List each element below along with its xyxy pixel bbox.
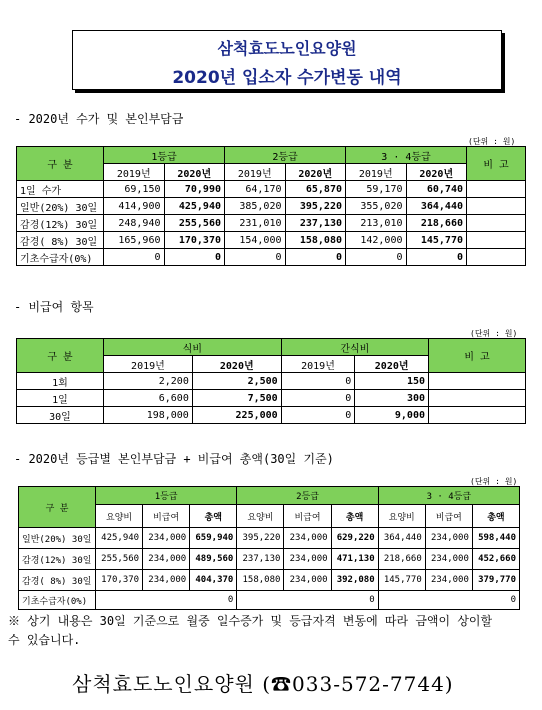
remarks-cell bbox=[467, 181, 526, 198]
table-row bbox=[17, 181, 526, 198]
value-cell: 218,660 bbox=[406, 215, 467, 232]
table-row bbox=[17, 215, 526, 232]
value-cell: 629,220 bbox=[331, 528, 378, 549]
value-cell: 234,000 bbox=[284, 528, 331, 549]
value-cell: 659,940 bbox=[190, 528, 237, 549]
header-grade34: 3 · 4등급 bbox=[378, 487, 519, 505]
value-cell: 2,200 bbox=[104, 373, 193, 390]
value-cell: 395,220 bbox=[237, 528, 284, 549]
value-cell: 69,150 bbox=[104, 181, 165, 198]
unit-label: (단위 : 원) bbox=[468, 137, 516, 146]
value-cell: 198,000 bbox=[104, 407, 193, 424]
row-label: 30일 bbox=[17, 407, 104, 424]
header-grade34: 3 · 4등급 bbox=[346, 147, 467, 164]
header-category: 구 분 bbox=[17, 339, 104, 373]
value-cell: 158,080 bbox=[285, 232, 346, 249]
value-cell: 234,000 bbox=[425, 528, 472, 549]
value-cell: 170,370 bbox=[164, 232, 225, 249]
value-cell: 404,370 bbox=[190, 570, 237, 591]
value-cell: 489,560 bbox=[190, 549, 237, 570]
footnote: ※ 상기 내용은 30일 기준으로 월중 일수증가 및 등급자격 변동에 따라 금액이 상이할 수 있습니다. bbox=[8, 614, 493, 647]
table-header-row bbox=[17, 147, 526, 164]
remarks-cell bbox=[467, 232, 526, 249]
row-label: 감경( 8%) 30일 bbox=[19, 570, 96, 591]
value-cell: 234,000 bbox=[284, 549, 331, 570]
row-label: 1일 bbox=[17, 390, 104, 407]
value-cell: 0 bbox=[346, 249, 407, 266]
table-header-row bbox=[17, 339, 526, 356]
subheader-cell: 총액 bbox=[190, 505, 237, 528]
table-row bbox=[19, 528, 520, 549]
year-cell: 2020년 bbox=[192, 356, 281, 373]
row-label: 감경(12%) 30일 bbox=[17, 215, 104, 232]
value-cell: 234,000 bbox=[425, 570, 472, 591]
page-title: 2020년 입소자 수가변동 내역 bbox=[172, 68, 402, 88]
value-cell: 59,170 bbox=[346, 181, 407, 198]
value-cell: 6,600 bbox=[104, 390, 193, 407]
year-cell: 2019년 bbox=[104, 164, 165, 181]
year-cell: 2020년 bbox=[406, 164, 467, 181]
value-cell: 234,000 bbox=[425, 549, 472, 570]
value-cell: 0 bbox=[164, 249, 225, 266]
noncovered-table bbox=[16, 338, 526, 424]
header-remarks: 비 고 bbox=[429, 339, 526, 373]
value-cell: 0 bbox=[237, 591, 378, 610]
value-cell: 364,440 bbox=[378, 528, 425, 549]
row-label: 일반(20%) 30일 bbox=[17, 198, 104, 215]
header-grade1: 1등급 bbox=[104, 147, 225, 164]
value-cell: 154,000 bbox=[225, 232, 286, 249]
subheader-cell: 비급여 bbox=[284, 505, 331, 528]
value-cell: 234,000 bbox=[143, 549, 190, 570]
subheader-cell: 비급여 bbox=[425, 505, 472, 528]
footer-contact: 삼척효도노인요양원 (☎033-572-7744) bbox=[72, 672, 454, 696]
value-cell: 237,130 bbox=[237, 549, 284, 570]
subheader-cell: 총액 bbox=[331, 505, 378, 528]
value-cell: 0 bbox=[281, 390, 355, 407]
header-category: 구 분 bbox=[19, 487, 96, 528]
row-label: 기초수급자(0%) bbox=[17, 249, 104, 266]
year-cell: 2019년 bbox=[281, 356, 355, 373]
section-heading-noncovered: - 비급여 항목 bbox=[14, 300, 94, 314]
value-cell: 7,500 bbox=[192, 390, 281, 407]
section-heading-fees: - 2020년 수가 및 본인부담금 bbox=[14, 112, 184, 126]
remarks-cell bbox=[429, 407, 526, 424]
header-grade2: 2등급 bbox=[225, 147, 346, 164]
header-snack: 간식비 bbox=[281, 339, 428, 356]
remarks-cell bbox=[429, 373, 526, 390]
value-cell: 64,170 bbox=[225, 181, 286, 198]
value-cell: 395,220 bbox=[285, 198, 346, 215]
value-cell: 213,010 bbox=[346, 215, 407, 232]
subheader-cell: 요양비 bbox=[378, 505, 425, 528]
value-cell: 598,440 bbox=[472, 528, 519, 549]
year-cell: 2019년 bbox=[346, 164, 407, 181]
value-cell: 471,130 bbox=[331, 549, 378, 570]
header-remarks: 비 고 bbox=[467, 147, 526, 181]
table-row bbox=[17, 373, 526, 390]
header-grade2: 2등급 bbox=[237, 487, 378, 505]
value-cell: 300 bbox=[355, 390, 429, 407]
section-heading-totals: - 2020년 등급별 본인부담금 + 비급여 총액(30일 기준) bbox=[14, 452, 334, 466]
fee-table bbox=[16, 146, 526, 266]
value-cell: 0 bbox=[406, 249, 467, 266]
subheader-cell: 요양비 bbox=[237, 505, 284, 528]
value-cell: 145,770 bbox=[378, 570, 425, 591]
year-cell: 2019년 bbox=[104, 356, 193, 373]
value-cell: 425,940 bbox=[96, 528, 143, 549]
header-meal: 식비 bbox=[104, 339, 282, 356]
value-cell: 255,560 bbox=[96, 549, 143, 570]
table-row bbox=[17, 390, 526, 407]
year-cell: 2020년 bbox=[164, 164, 225, 181]
year-cell: 2020년 bbox=[285, 164, 346, 181]
subheader-cell: 총액 bbox=[472, 505, 519, 528]
value-cell: 234,000 bbox=[284, 570, 331, 591]
table-row bbox=[19, 570, 520, 591]
value-cell: 60,740 bbox=[406, 181, 467, 198]
row-label: 일반(20%) 30일 bbox=[19, 528, 96, 549]
value-cell: 255,560 bbox=[164, 215, 225, 232]
value-cell: 165,960 bbox=[104, 232, 165, 249]
table-row bbox=[17, 407, 526, 424]
remarks-cell bbox=[467, 249, 526, 266]
remarks-cell bbox=[429, 390, 526, 407]
value-cell: 65,870 bbox=[285, 181, 346, 198]
value-cell: 355,020 bbox=[346, 198, 407, 215]
row-label: 감경(12%) 30일 bbox=[19, 549, 96, 570]
value-cell: 237,130 bbox=[285, 215, 346, 232]
value-cell: 0 bbox=[378, 591, 519, 610]
table-row bbox=[19, 591, 520, 610]
value-cell: 385,020 bbox=[225, 198, 286, 215]
value-cell: 0 bbox=[104, 249, 165, 266]
unit-label: (단위 : 원) bbox=[470, 329, 518, 338]
value-cell: 142,000 bbox=[346, 232, 407, 249]
value-cell: 2,500 bbox=[192, 373, 281, 390]
value-cell: 0 bbox=[225, 249, 286, 266]
value-cell: 414,900 bbox=[104, 198, 165, 215]
table-row bbox=[17, 198, 526, 215]
value-cell: 0 bbox=[281, 373, 355, 390]
value-cell: 0 bbox=[285, 249, 346, 266]
totals-table bbox=[18, 486, 520, 610]
value-cell: 452,660 bbox=[472, 549, 519, 570]
year-cell: 2020년 bbox=[355, 356, 429, 373]
value-cell: 248,940 bbox=[104, 215, 165, 232]
value-cell: 0 bbox=[281, 407, 355, 424]
row-label: 1회 bbox=[17, 373, 104, 390]
row-label: 기초수급자(0%) bbox=[19, 591, 96, 610]
value-cell: 158,080 bbox=[237, 570, 284, 591]
value-cell: 70,990 bbox=[164, 181, 225, 198]
table-row bbox=[17, 232, 526, 249]
value-cell: 225,000 bbox=[192, 407, 281, 424]
value-cell: 218,660 bbox=[378, 549, 425, 570]
facility-name: 삼척효도노인요양원 bbox=[217, 39, 357, 58]
value-cell: 425,940 bbox=[164, 198, 225, 215]
table-row bbox=[17, 249, 526, 266]
year-cell: 2019년 bbox=[225, 164, 286, 181]
row-label: 1일 수가 bbox=[17, 181, 104, 198]
value-cell: 364,440 bbox=[406, 198, 467, 215]
subheader-cell: 비급여 bbox=[143, 505, 190, 528]
value-cell: 234,000 bbox=[143, 570, 190, 591]
subheader-cell: 요양비 bbox=[96, 505, 143, 528]
header-grade1: 1등급 bbox=[96, 487, 237, 505]
table-row bbox=[19, 549, 520, 570]
value-cell: 379,770 bbox=[472, 570, 519, 591]
value-cell: 0 bbox=[96, 591, 237, 610]
value-cell: 9,000 bbox=[355, 407, 429, 424]
value-cell: 234,000 bbox=[143, 528, 190, 549]
header-category: 구 분 bbox=[17, 147, 104, 181]
value-cell: 170,370 bbox=[96, 570, 143, 591]
table-header-row bbox=[19, 487, 520, 505]
unit-label: (단위 : 원) bbox=[470, 477, 518, 486]
value-cell: 231,010 bbox=[225, 215, 286, 232]
remarks-cell bbox=[467, 198, 526, 215]
value-cell: 150 bbox=[355, 373, 429, 390]
value-cell: 392,080 bbox=[331, 570, 378, 591]
title-box bbox=[72, 30, 502, 90]
remarks-cell bbox=[467, 215, 526, 232]
value-cell: 145,770 bbox=[406, 232, 467, 249]
row-label: 감경( 8%) 30일 bbox=[17, 232, 104, 249]
